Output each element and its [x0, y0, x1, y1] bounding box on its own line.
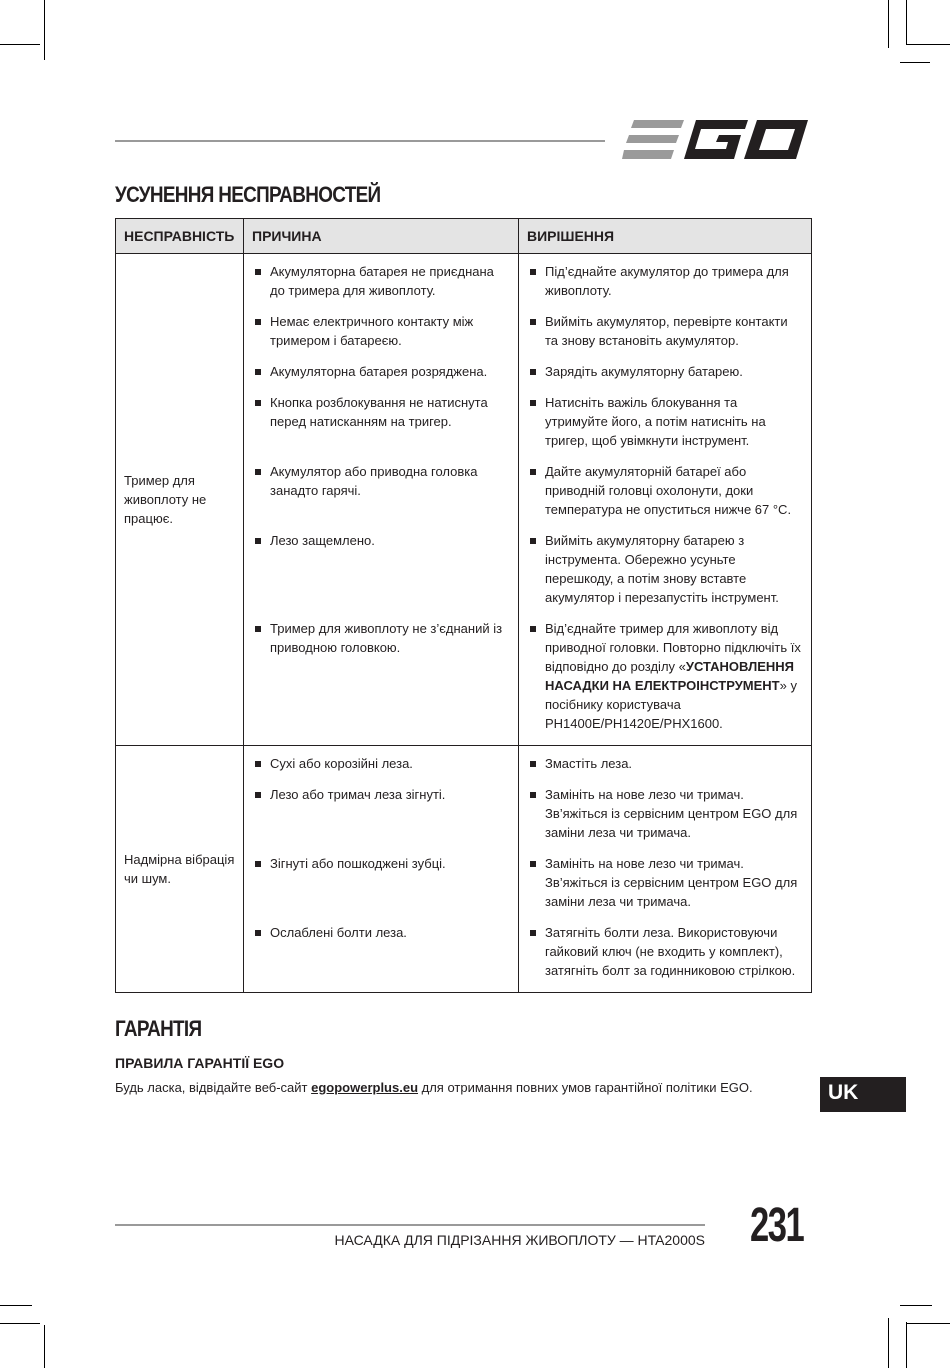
cause-cell — [244, 356, 519, 387]
solution-cell — [519, 848, 812, 917]
crop-mark — [900, 62, 930, 63]
crop-mark — [888, 0, 889, 48]
solution-text: Замініть на нове лезо чи тримач. Зв’яжіться із сервісним центром EGO для заміни леза чи тримача. — [529, 785, 803, 842]
solution-cell — [519, 525, 812, 613]
crop-mark — [0, 1323, 40, 1324]
solution-cell — [519, 613, 812, 746]
cause-cell — [244, 456, 519, 525]
warranty-link[interactable]: egopowerplus.eu — [311, 1080, 419, 1095]
solution-cell — [519, 779, 812, 848]
cause-cell — [244, 525, 519, 613]
cause-cell — [244, 779, 519, 848]
crop-mark — [888, 1318, 889, 1368]
cause-cell — [244, 254, 519, 307]
solution-text: Затягніть болти леза. Використовуючи гайковий ключ (не входить у комплект), затягніть болт за годинниковою стрілкою. — [529, 923, 803, 980]
cause-text: Акумуляторна батарея розряджена. — [254, 362, 510, 381]
solution-text: Вийміть акумуляторну батарею з інструмента. Обережно усуньте перешкоду, а потім знову вставте акумулятор і перезапустіть інструмент. — [529, 531, 803, 607]
solution-text: Зарядіть акумуляторну батарею. — [529, 362, 803, 381]
cause-cell — [244, 848, 519, 917]
warranty-text — [115, 1080, 753, 1095]
solution-text-part: Від’єднайте тример для живоплоту від приводної головки. Повторно підключіть їх відповідно до розділу « — [545, 621, 801, 674]
solution-cell — [519, 306, 812, 356]
column-header-solution: ВИРІШЕННЯ — [519, 219, 812, 254]
table-header-row — [116, 219, 812, 254]
column-header-cause: ПРИЧИНА — [244, 219, 519, 254]
ego-logo — [622, 118, 810, 167]
solution-cell — [519, 456, 812, 525]
warranty-subtitle: ПРАВИЛА ГАРАНТІЇ EGO — [115, 1055, 285, 1071]
cause-text: Кнопка розблокування не натиснута перед натисканням на тригер. — [254, 393, 510, 431]
solution-text: Під’єднайте акумулятор до тримера для живоплоту. — [529, 262, 803, 300]
cause-text: Акумуляторна батарея не приєднана до тримера для живоплоту. — [254, 262, 510, 300]
warranty-title: ГАРАНТІЯ — [115, 1016, 202, 1041]
cause-cell — [244, 306, 519, 356]
crop-mark — [906, 44, 950, 45]
warranty-text-part: для отримання повних умов гарантійної політики EGO. — [418, 1080, 753, 1095]
solution-text-part: » у посібнику користувача PH1400E/PH1420E/PHX1600. — [545, 678, 797, 731]
solution-cell — [519, 254, 812, 307]
cause-text: Тример для живоплоту не з’єднаний із приводною головкою. — [254, 619, 510, 657]
solution-text — [529, 619, 803, 733]
solution-text: Дайте акумуляторній батареї або приводній головці охолонути, доки температура не опуститься нижче 67 °C. — [529, 462, 803, 519]
cause-cell — [244, 917, 519, 993]
table-row — [116, 746, 812, 780]
header-rule — [115, 140, 605, 142]
troubleshooting-title: УСУНЕННЯ НЕСПРАВНОСТЕЙ — [115, 182, 381, 207]
footer-rule — [115, 1224, 705, 1226]
cause-text: Зігнуті або пошкоджені зубці. — [254, 854, 510, 873]
cause-text: Лезо або тримач леза зігнуті. — [254, 785, 510, 804]
solution-text: Вийміть акумулятор, перевірте контакти та знову встановіть акумулятор. — [529, 312, 803, 350]
crop-mark — [44, 0, 45, 60]
crop-mark — [0, 44, 40, 45]
section-reference: УСТАНОВЛЕННЯ НАСАДКИ НА ЕЛЕКТРОІНСТРУМЕНТ — [545, 659, 795, 693]
problem-cell: Тример для живоплоту не працює. — [116, 254, 244, 746]
cause-text: Сухі або корозійні леза. — [254, 754, 510, 773]
cause-text: Немає електричного контакту між тримером і батареєю. — [254, 312, 510, 350]
table-row — [116, 254, 812, 307]
cause-cell — [244, 746, 519, 780]
cause-text: Акумулятор або приводна головка занадто гарячі. — [254, 462, 510, 500]
crop-mark — [906, 1322, 907, 1368]
crop-mark — [906, 0, 907, 44]
crop-mark — [906, 1323, 950, 1324]
solution-cell — [519, 356, 812, 387]
solution-cell — [519, 746, 812, 780]
solution-cell — [519, 917, 812, 993]
problem-cell: Надмірна вібрація чи шум. — [116, 746, 244, 993]
troubleshooting-table — [115, 218, 812, 993]
warranty-text-part: Будь ласка, відвідайте веб-сайт — [115, 1080, 312, 1095]
cause-text: Лезо защемлено. — [254, 531, 510, 550]
solution-text: Натисніть важіль блокування та утримуйте його, а потім натисніть на тригер, щоб увімкнути інструмент. — [529, 393, 803, 450]
solution-text: Замініть на нове лезо чи тримач. Зв’яжіться із сервісним центром EGO для заміни леза чи тримача. — [529, 854, 803, 911]
page-number: 231 — [750, 1199, 804, 1252]
solution-cell — [519, 387, 812, 456]
footer-title: НАСАДКА ДЛЯ ПІДРІЗАННЯ ЖИВОПЛОТУ — HTA2000S — [334, 1232, 705, 1248]
solution-text: Змастіть леза. — [529, 754, 803, 773]
crop-mark — [900, 1305, 932, 1306]
crop-mark — [44, 1325, 45, 1368]
column-header-problem: НЕСПРАВНІСТЬ — [116, 219, 244, 254]
ego-logo-icon — [622, 118, 810, 162]
language-tab: UK — [820, 1077, 906, 1112]
cause-cell — [244, 387, 519, 456]
crop-mark — [0, 1305, 32, 1306]
cause-cell — [244, 613, 519, 746]
cause-text: Ослаблені болти леза. — [254, 923, 510, 942]
